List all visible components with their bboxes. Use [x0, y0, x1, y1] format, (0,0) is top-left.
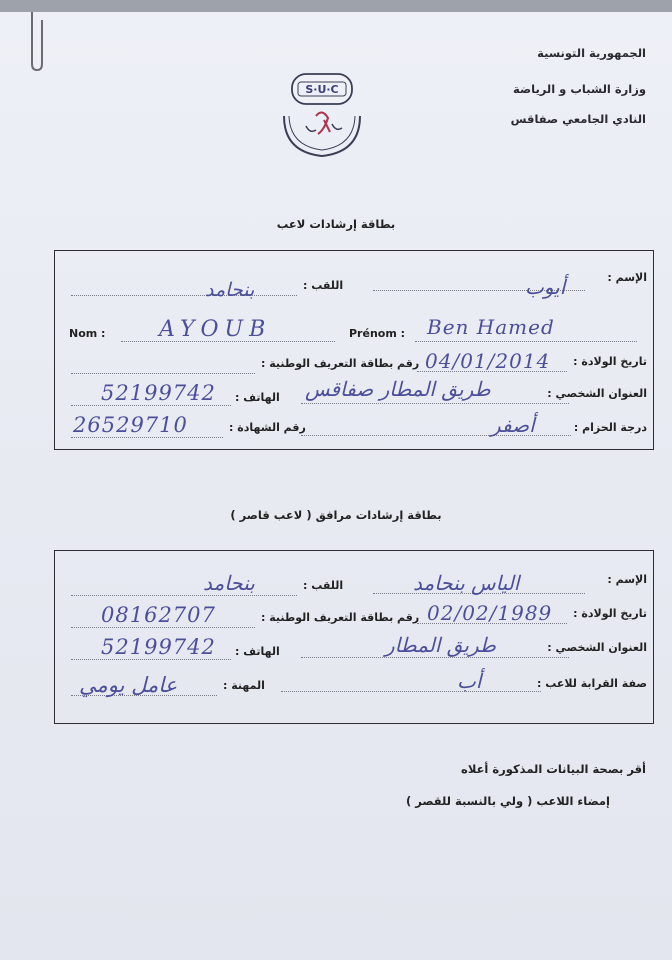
dotted-line	[71, 595, 297, 596]
label-address: العنوان الشخصي :	[547, 387, 647, 400]
form-sheet	[0, 12, 672, 960]
dotted-line	[71, 405, 231, 406]
value-first-name: أيوب	[525, 275, 566, 299]
guardian-info-box	[54, 550, 654, 724]
label-guardian-phone: الهاتف :	[235, 645, 280, 658]
dotted-line	[71, 373, 255, 374]
label-guardian-birth-date: تاريخ الولادة :	[573, 607, 647, 620]
value-guardian-relation: أب	[457, 669, 482, 693]
value-guardian-id-card: 08162707	[101, 603, 216, 627]
label-phone: الهاتف :	[235, 391, 280, 404]
header-ministry: وزارة الشباب و الرياضة	[513, 82, 646, 96]
label-guardian-address: العنوان الشخصي :	[547, 641, 647, 654]
label-nom: Nom :	[69, 327, 106, 340]
declaration-text: أقر بصحة البيانات المذكورة أعلاه	[461, 762, 646, 776]
dotted-line	[71, 437, 223, 438]
value-address: طريق المطار صفاقس	[305, 377, 491, 401]
value-birth-date: 04/01/2014	[425, 349, 551, 373]
value-guardian-address: طريق المطار	[385, 633, 496, 657]
label-id-card: رقم بطاقة التعريف الوطنية :	[261, 357, 420, 370]
paper-clip-icon	[26, 12, 46, 72]
dotted-line	[71, 627, 255, 628]
dotted-line	[415, 341, 637, 342]
label-guardian-relation: صفة القرابة للاعب :	[537, 677, 647, 690]
value-nom: AYOUB	[159, 317, 272, 342]
label-last-name: اللقب :	[303, 279, 344, 292]
label-certificate: رقم الشهادة :	[229, 421, 306, 434]
value-last-name: بنحامد	[205, 279, 255, 301]
value-certificate: 26529710	[73, 413, 188, 437]
label-first-name: الإسم :	[607, 271, 647, 284]
label-guardian-first-name: الإسم :	[607, 573, 647, 586]
label-prenom: Prénom :	[349, 327, 406, 340]
value-guardian-profession: عامل يومي	[79, 673, 178, 697]
player-section-title: بطاقة إرشادات لاعب	[276, 217, 396, 231]
dotted-line	[301, 403, 569, 404]
dotted-line	[71, 295, 297, 296]
label-birth-date: تاريخ الولادة :	[573, 355, 647, 368]
value-phone: 52199742	[101, 381, 216, 405]
label-guardian-profession: المهنة :	[223, 679, 265, 692]
dotted-line	[301, 657, 569, 658]
signature-label: إمضاء اللاعب ( ولي بالنسبة للقصر )	[405, 794, 610, 808]
header-club: النادي الجامعي صفاقس	[510, 112, 646, 126]
value-guardian-phone: 52199742	[101, 635, 216, 659]
logo-text: S·U·C	[305, 83, 339, 96]
header-country: الجمهورية التونسية	[537, 46, 646, 60]
value-prenom: Ben Hamed	[427, 315, 555, 339]
dotted-line	[71, 659, 231, 660]
guardian-section-title: بطاقة إرشادات مرافق ( لاعب قاصر )	[230, 508, 442, 522]
value-guardian-birth-date: 02/02/1989	[427, 601, 553, 625]
player-info-box	[54, 250, 654, 450]
label-belt: درجة الحزام :	[573, 421, 647, 434]
value-guardian-last-name: بنحامد	[203, 571, 255, 595]
label-guardian-id-card: رقم بطاقة التعريف الوطنية :	[261, 611, 420, 624]
value-belt: أصفر	[491, 413, 535, 437]
label-guardian-last-name: اللقب :	[303, 579, 344, 592]
value-guardian-first-name: الياس بنحامد	[413, 571, 520, 595]
club-logo	[276, 64, 368, 160]
dotted-line	[281, 691, 541, 692]
